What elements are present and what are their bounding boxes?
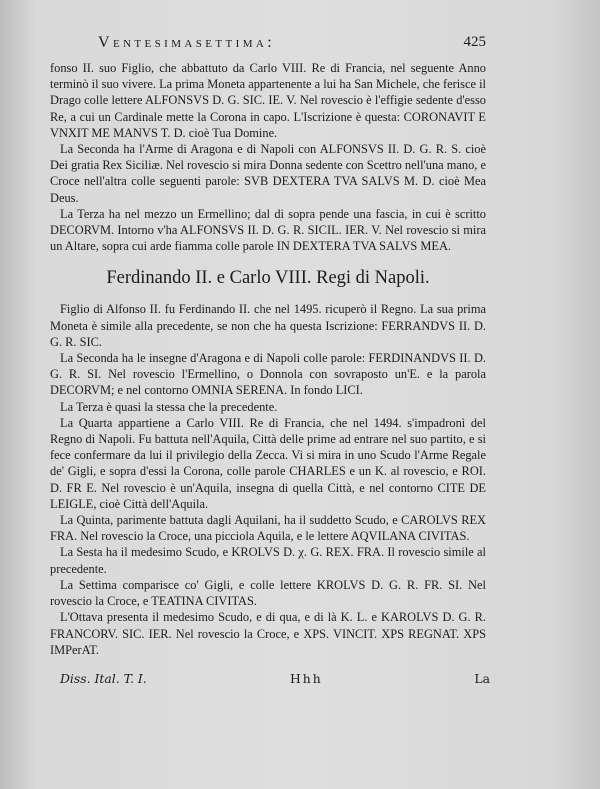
page-footer [60,671,490,691]
page-number: 425 [463,34,486,50]
paragraph: La Terza è quasi la stessa che la precedente. [60,399,278,414]
paragraph: La Sesta ha il medesimo Scudo, e KROLVS D. χ. G. REX. FRA. Il rovescio simile al precedente. [50,545,486,576]
footer-signature: Diss. Ital. T. I. [60,671,147,686]
catchword: La [474,671,490,686]
section-heading: Ferdinando II. e Carlo VIII. Regi di Napoli. [106,268,430,289]
paragraph: La Seconda ha le insegne d'Aragona e di Napoli colle parole: FERDINANDVS II. D. G. R. SI. Nel rovescio l'Ermellino, o Donnola con sovraposto un'E. e la parola DECORVM; e nel contorno OMNIA SERENA. In fondo LICI. [50,351,486,398]
paragraph: L'Ottava presenta il medesimo Scudo, e di qua, e di là K. L. e KAROLVS D. G. R. FRANCORV. SIC. IER. Nel rovescio la Croce, e XPS. VINCIT. XPS REGNAT. XPS IMPerAT. [50,610,486,657]
text-body [50,60,486,658]
paragraph-continuation: fonso II. suo Figlio, che abbattuto da Carlo VIII. Re di Francia, nel seguente Anno terminò il suo vivere. La prima Moneta appartenente a lui ha San Michele, che ferisce il Drago colle lettere ALFONSVS D. G. SIC. IE. V. Nel rovescio è l'effigie sedente d'esso Re, a cui un Cardinale mette la Corona in capo. L'Iscrizione è questa: CORONAVIT E VNXIT ME MANVS T. D. cioè Tua Domine. [50,61,486,140]
paragraph: La Terza ha nel mezzo un Ermellino; dal di sopra pende una fascia, in cui è scritto DECORVM. Intorno v'ha ALFONSVS II. D. G. R. SICIL. IER. V. Nel rovescio si mira un Altare, sopra cui arde fiamma colle parole IN DEXTERA TVA SALVS MEA. [50,206,486,254]
paragraph: La Quarta appartiene a Carlo VIII. Re di Francia, che nel 1494. s'impadronì del Regno di Napoli. Fu battuta nell'Aquila, Città delle prime ad entrare nel suo partito, e si fece confermare da lui il privilegio della Zecca. Vi si mira in uno Scudo l'Arme Regale de' Gigli, e sopra d'essi la Corona, colle parole CHARLES e un K. al rovescio, e ROI. D. FR E. Nel rovescio è un'Aquila, insegna di quella Città, e nel contorno CITE DE LEIGLE, cioè Città dell'Aquila. [50,415,486,511]
gathering-mark: Hhh [290,671,323,686]
paragraph: La Seconda ha l'Arme di Aragona e di Napoli con ALFONSVS II. D. G. R. S. cioè Dei gratia Rex Siciliæ. Nel rovescio si mira Donna sedente con Scettro nell'una mano, e Croce nell'altra colle seguenti parole: SVB DEXTERA TVA SALVS M. D. cioè Mea Deus. [50,142,486,205]
paragraph: Figlio di Alfonso II. fu Ferdinando II. che nel 1495. ricuperò il Regno. La sua prima Moneta è simile alla precedente, se non che ha questa Iscrizione: FERRANDVS II. D. G. R. SIC. [50,302,486,349]
running-head [98,34,490,56]
paragraph: La Quinta, parimente battuta dagli Aquilani, ha il suddetto Scudo, e CAROLVS REX FRA. Nel rovescio la Croce, una picciola Aquila, e le lettere AQVILANA CIVITAS. [50,513,486,544]
running-title: Ventesimasettima: [98,34,276,51]
paragraph: La Settima comparisce co' Gigli, e colle lettere KROLVS D. G. R. FR. SI. Nel rovescio la Croce, e TEATINA CIVITAS. [50,577,486,609]
